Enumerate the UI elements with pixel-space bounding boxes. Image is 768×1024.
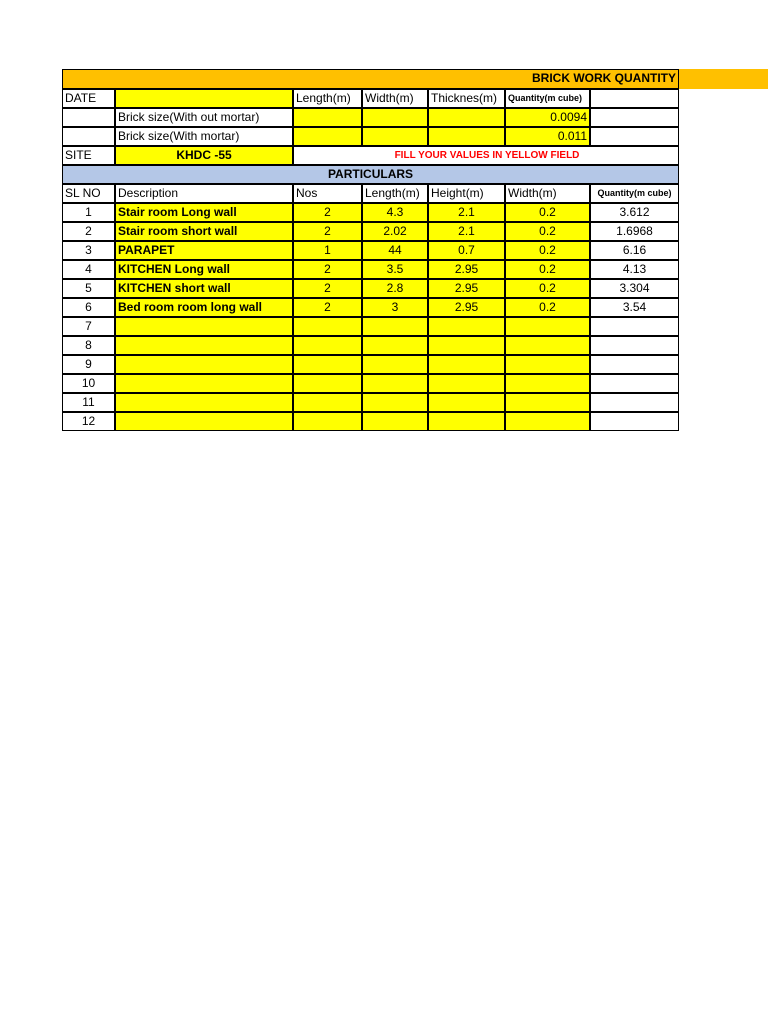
col-sl-header: SL NO bbox=[62, 184, 115, 203]
description-cell[interactable] bbox=[115, 336, 293, 355]
quantity-cell: 3.304 bbox=[590, 279, 679, 298]
nos-cell[interactable] bbox=[293, 355, 362, 374]
sl-no-cell: 5 bbox=[62, 279, 115, 298]
height-cell[interactable] bbox=[428, 393, 505, 412]
nos-cell[interactable] bbox=[293, 317, 362, 336]
col-height-header: Height(m) bbox=[428, 184, 505, 203]
length-cell[interactable] bbox=[362, 317, 428, 336]
blank-header-cell[interactable] bbox=[590, 89, 679, 108]
length-header-cell: Length(m) bbox=[293, 89, 362, 108]
quantity-cell bbox=[590, 412, 679, 431]
height-cell[interactable] bbox=[428, 412, 505, 431]
sl-no-cell: 9 bbox=[62, 355, 115, 374]
nos-cell[interactable]: 1 bbox=[293, 241, 362, 260]
nos-cell[interactable] bbox=[293, 412, 362, 431]
quantity-cell: 3.54 bbox=[590, 298, 679, 317]
quantity-cell: 6.16 bbox=[590, 241, 679, 260]
description-cell[interactable] bbox=[115, 374, 293, 393]
thickness-header-cell: Thicknes(m) bbox=[428, 89, 505, 108]
width-cell[interactable]: 0.2 bbox=[505, 298, 590, 317]
width-cell[interactable] bbox=[505, 336, 590, 355]
length-cell[interactable]: 2.02 bbox=[362, 222, 428, 241]
blank-cell[interactable] bbox=[62, 108, 115, 127]
description-cell[interactable] bbox=[115, 317, 293, 336]
brick-with-qty-cell[interactable]: 0.011 bbox=[505, 127, 590, 146]
sl-no-cell: 6 bbox=[62, 298, 115, 317]
brick-without-label-cell: Brick size(With out mortar) bbox=[115, 108, 293, 127]
length-cell[interactable]: 3 bbox=[362, 298, 428, 317]
length-cell[interactable]: 3.5 bbox=[362, 260, 428, 279]
description-cell[interactable]: Stair room short wall bbox=[115, 222, 293, 241]
fill-yellow-note: FILL YOUR VALUES IN YELLOW FIELD bbox=[394, 150, 580, 161]
nos-cell[interactable] bbox=[293, 393, 362, 412]
height-cell[interactable] bbox=[428, 317, 505, 336]
quantity-cell: 3.612 bbox=[590, 203, 679, 222]
length-cell[interactable] bbox=[362, 355, 428, 374]
width-cell[interactable]: 0.2 bbox=[505, 279, 590, 298]
height-cell[interactable]: 2.95 bbox=[428, 260, 505, 279]
quantity-cell: 1.6968 bbox=[590, 222, 679, 241]
description-cell[interactable]: PARAPET bbox=[115, 241, 293, 260]
brick-without-thickness-input[interactable] bbox=[428, 108, 505, 127]
col-length-header: Length(m) bbox=[362, 184, 428, 203]
height-cell[interactable]: 2.95 bbox=[428, 279, 505, 298]
col-width-header: Width(m) bbox=[505, 184, 590, 203]
quantity-cell bbox=[590, 355, 679, 374]
quantity-cell bbox=[590, 393, 679, 412]
width-cell[interactable] bbox=[505, 412, 590, 431]
brick-with-length-input[interactable] bbox=[293, 127, 362, 146]
width-cell[interactable]: 0.2 bbox=[505, 241, 590, 260]
col-quantity-header: Quantity(m cube) bbox=[590, 184, 679, 203]
blank-cell[interactable] bbox=[590, 127, 679, 146]
width-cell[interactable]: 0.2 bbox=[505, 203, 590, 222]
description-cell[interactable] bbox=[115, 412, 293, 431]
length-cell[interactable] bbox=[362, 374, 428, 393]
width-cell[interactable]: 0.2 bbox=[505, 222, 590, 241]
site-label-cell: SITE bbox=[62, 146, 115, 165]
length-cell[interactable]: 4.3 bbox=[362, 203, 428, 222]
width-header-cell: Width(m) bbox=[362, 89, 428, 108]
sl-no-cell: 1 bbox=[62, 203, 115, 222]
description-cell[interactable] bbox=[115, 355, 293, 374]
description-cell[interactable] bbox=[115, 393, 293, 412]
length-cell[interactable]: 2.8 bbox=[362, 279, 428, 298]
sl-no-cell: 12 bbox=[62, 412, 115, 431]
brick-without-length-input[interactable] bbox=[293, 108, 362, 127]
quantity-header-cell: Quantity(m cube) bbox=[505, 89, 590, 108]
width-cell[interactable] bbox=[505, 374, 590, 393]
length-cell[interactable] bbox=[362, 336, 428, 355]
nos-cell[interactable]: 2 bbox=[293, 260, 362, 279]
quantity-cell bbox=[590, 374, 679, 393]
length-cell[interactable]: 44 bbox=[362, 241, 428, 260]
height-cell[interactable] bbox=[428, 374, 505, 393]
site-input-cell[interactable]: KHDC -55 bbox=[115, 146, 293, 165]
nos-cell[interactable] bbox=[293, 374, 362, 393]
sl-no-cell: 8 bbox=[62, 336, 115, 355]
date-label-cell: DATE bbox=[62, 89, 115, 108]
sl-no-cell: 7 bbox=[62, 317, 115, 336]
length-cell[interactable] bbox=[362, 393, 428, 412]
brick-without-width-input[interactable] bbox=[362, 108, 428, 127]
date-input-cell[interactable] bbox=[115, 89, 293, 108]
height-cell[interactable] bbox=[428, 336, 505, 355]
blank-cell[interactable] bbox=[590, 108, 679, 127]
width-cell[interactable] bbox=[505, 317, 590, 336]
brick-with-thickness-input[interactable] bbox=[428, 127, 505, 146]
quantity-cell bbox=[590, 317, 679, 336]
nos-cell[interactable]: 2 bbox=[293, 222, 362, 241]
nos-cell[interactable]: 2 bbox=[293, 298, 362, 317]
width-cell[interactable]: 0.2 bbox=[505, 260, 590, 279]
description-cell[interactable]: KITCHEN Long wall bbox=[115, 260, 293, 279]
nos-cell[interactable]: 2 bbox=[293, 203, 362, 222]
sheet-title: BRICK WORK QUANTITY bbox=[532, 71, 676, 85]
description-cell[interactable]: KITCHEN short wall bbox=[115, 279, 293, 298]
sl-no-cell: 10 bbox=[62, 374, 115, 393]
particulars-title-cell: PARTICULARS bbox=[62, 165, 679, 184]
description-cell[interactable]: Bed room room long wall bbox=[115, 298, 293, 317]
brick-with-label-cell: Brick size(With mortar) bbox=[115, 127, 293, 146]
quantity-cell bbox=[590, 336, 679, 355]
height-cell[interactable]: 0.7 bbox=[428, 241, 505, 260]
quantity-cell: 4.13 bbox=[590, 260, 679, 279]
blank-cell[interactable] bbox=[62, 127, 115, 146]
description-cell[interactable]: Stair room Long wall bbox=[115, 203, 293, 222]
brick-without-qty-cell[interactable]: 0.0094 bbox=[505, 108, 590, 127]
width-cell[interactable] bbox=[505, 355, 590, 374]
nos-cell[interactable] bbox=[293, 336, 362, 355]
col-description-header: Description bbox=[115, 184, 293, 203]
sl-no-cell: 3 bbox=[62, 241, 115, 260]
sl-no-cell: 2 bbox=[62, 222, 115, 241]
brick-with-width-input[interactable] bbox=[362, 127, 428, 146]
nos-cell[interactable]: 2 bbox=[293, 279, 362, 298]
height-cell[interactable] bbox=[428, 355, 505, 374]
sl-no-cell: 4 bbox=[62, 260, 115, 279]
note-cell bbox=[293, 146, 679, 165]
height-cell[interactable]: 2.1 bbox=[428, 222, 505, 241]
length-cell[interactable] bbox=[362, 412, 428, 431]
height-cell[interactable]: 2.1 bbox=[428, 203, 505, 222]
width-cell[interactable] bbox=[505, 393, 590, 412]
col-nos-header: Nos bbox=[293, 184, 362, 203]
title-bar bbox=[62, 69, 768, 89]
sl-no-cell: 11 bbox=[62, 393, 115, 412]
height-cell[interactable]: 2.95 bbox=[428, 298, 505, 317]
